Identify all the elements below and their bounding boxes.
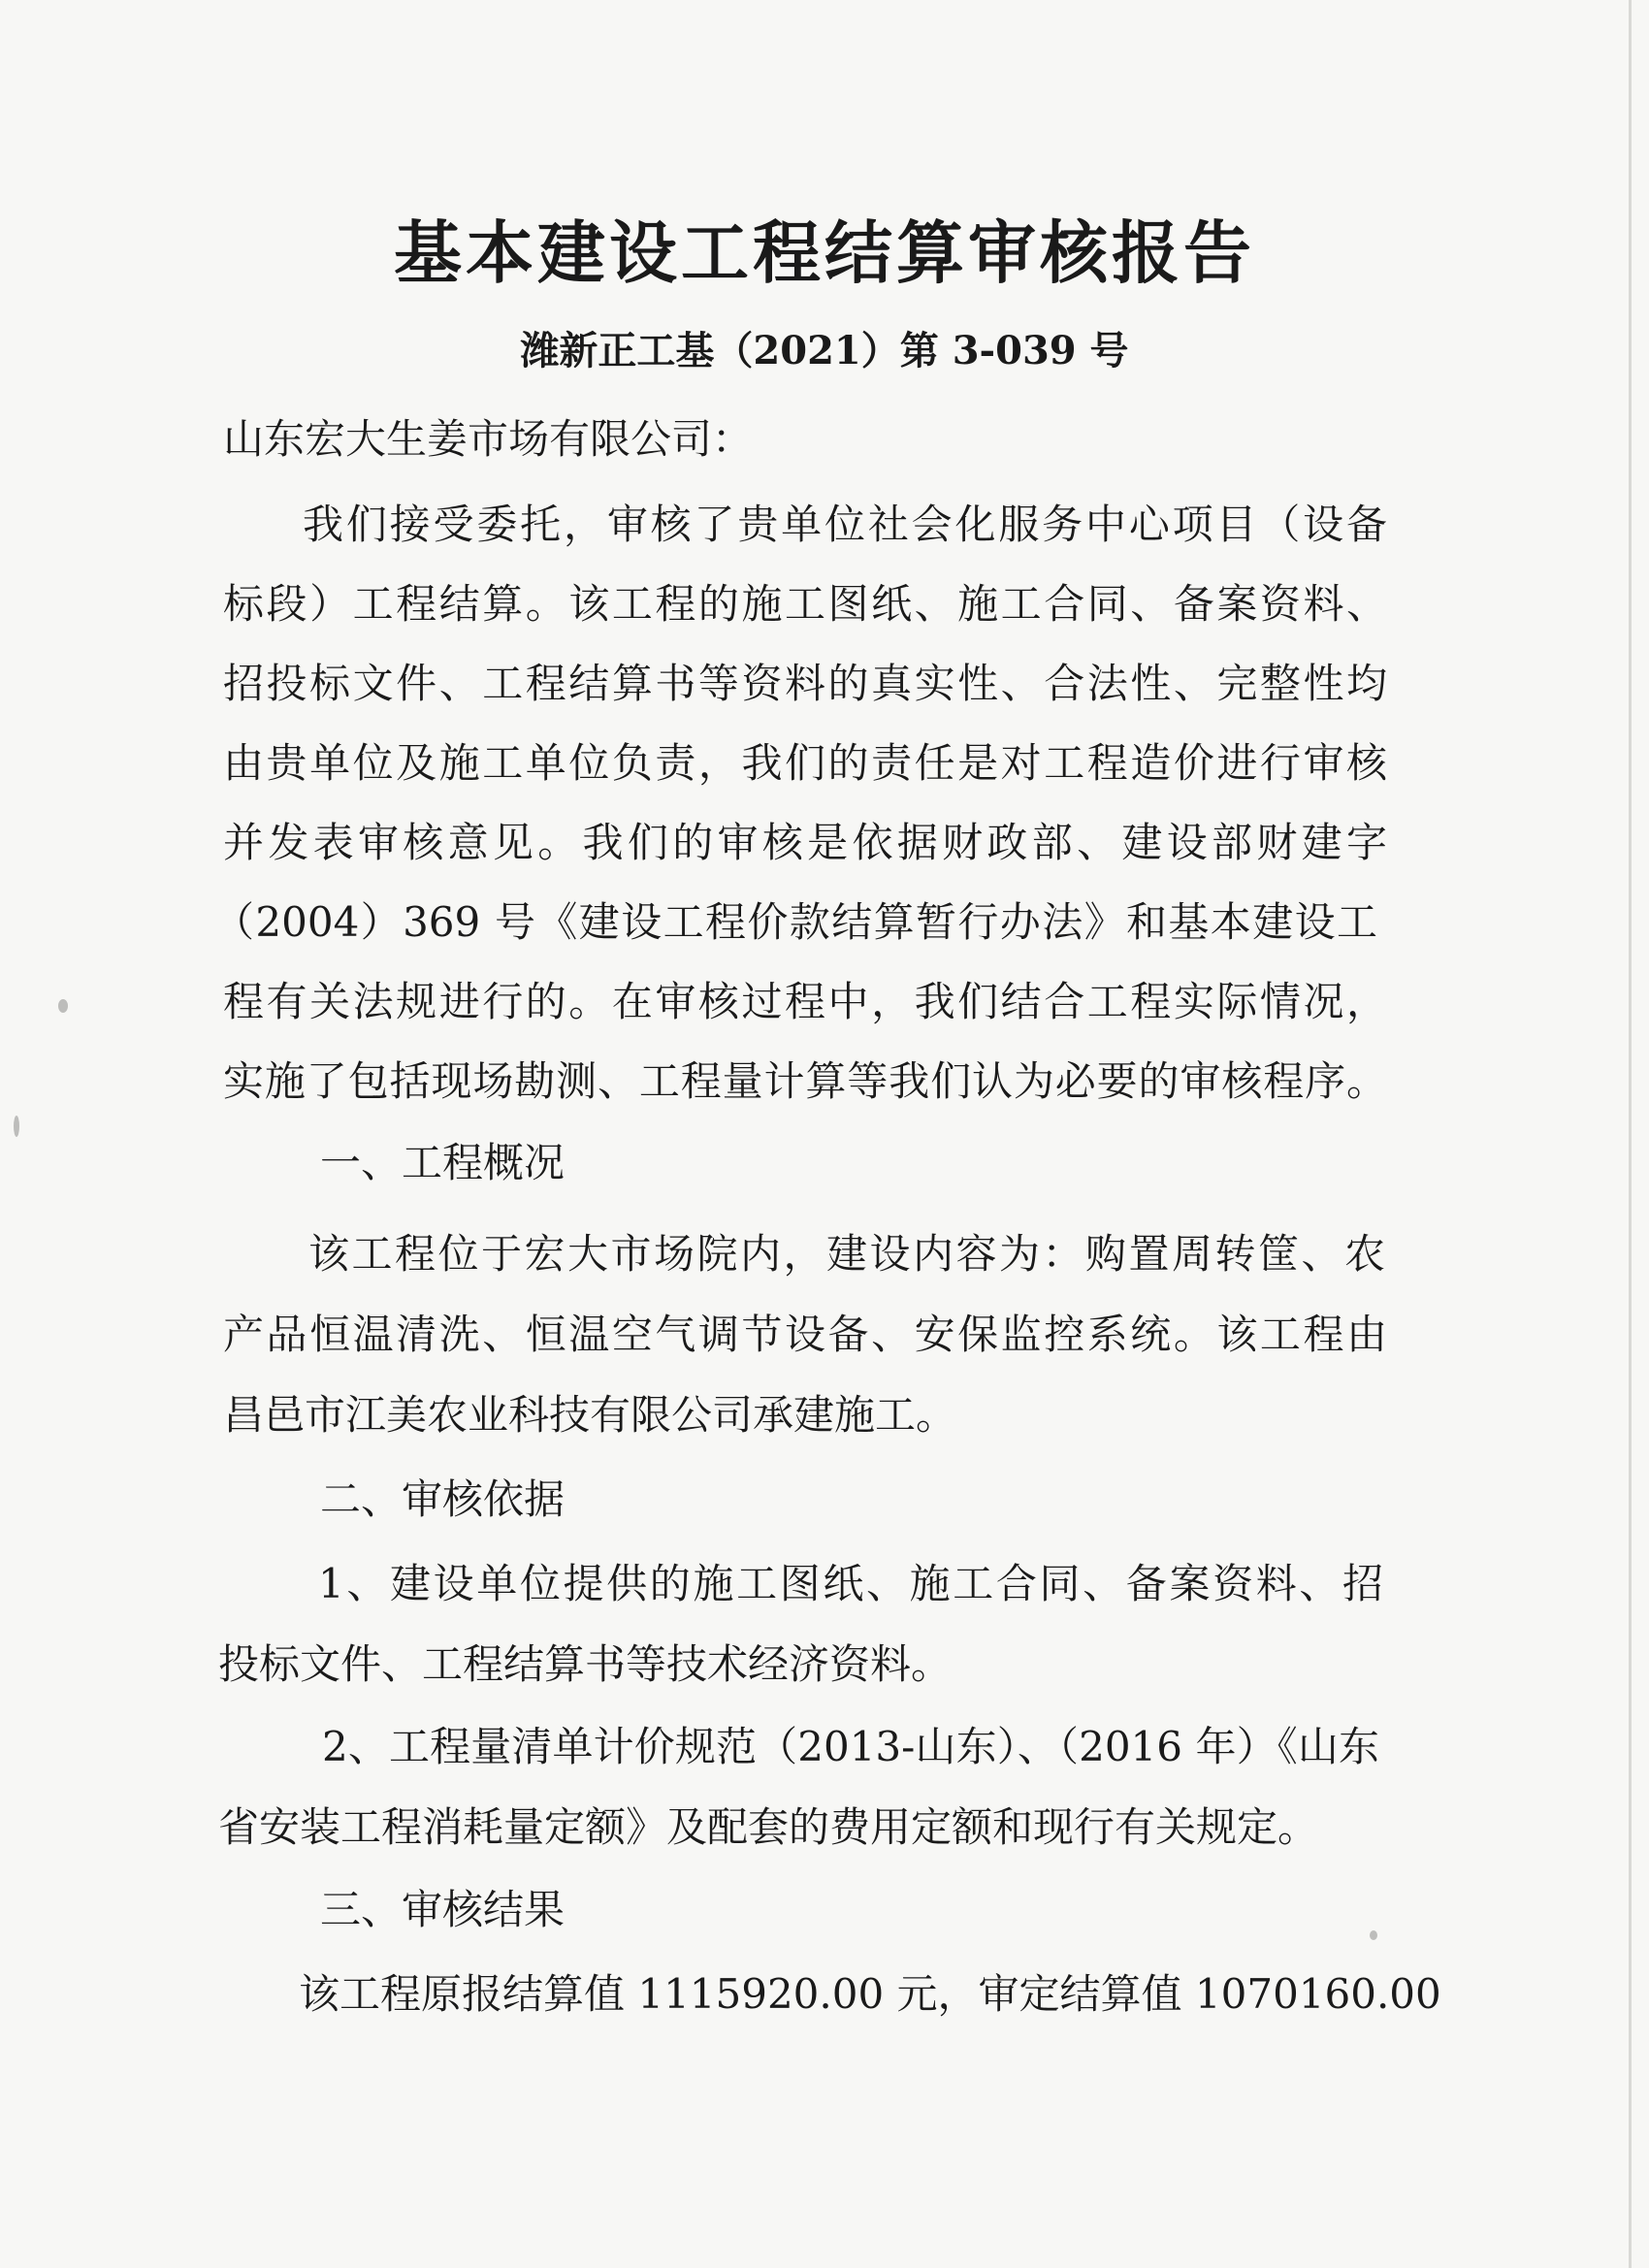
section-3-line-1: 该工程原报结算值 1115920.00 元，审定结算值 1070160.00 [299, 1970, 1441, 2018]
intro-line-4: 由贵单位及施工单位负责，我们的责任是对工程造价进行审核 [223, 739, 1387, 787]
section-1-line-2: 产品恒温清洗、恒温空气调节设备、安保监控系统。该工程由 [223, 1311, 1387, 1358]
scan-speck [1370, 1930, 1377, 1940]
intro-line-6: （2004）369 号《建设工程价款结算暂行办法》和基本建设工 [213, 898, 1377, 946]
intro-line-7: 程有关法规进行的。在审核过程中，我们结合工程实际情况， [223, 978, 1387, 1025]
section-2-item-1-line-1: 1、建设单位提供的施工图纸、施工合同、备案资料、招 [318, 1560, 1383, 1607]
section-2-item-2-line-1: 2、工程量清单计价规范（2013-山东）、（2016 年）《山东 [322, 1723, 1379, 1770]
intro-line-1: 我们接受委托，审核了贵单位社会化服务中心项目（设备 [303, 501, 1387, 548]
scan-speck [14, 1116, 19, 1137]
section-1-heading: 一、工程概况 [320, 1139, 566, 1186]
scan-speck [58, 999, 68, 1013]
section-2-item-1-line-2: 投标文件、工程结算书等技术经济资料。 [218, 1640, 953, 1688]
section-2-item-2-line-2: 省安装工程消耗量定额》及配套的费用定额和现行有关规定。 [218, 1803, 1319, 1851]
intro-line-2: 标段）工程结算。该工程的施工图纸、施工合同、备案资料、 [223, 580, 1387, 628]
addressee: 山东宏大生姜市场有限公司： [223, 415, 754, 463]
section-1-line-3: 昌邑市江美农业科技有限公司承建施工。 [223, 1391, 957, 1439]
intro-line-8: 实施了包括现场勘测、工程量计算等我们认为必要的审核程序。 [223, 1057, 1387, 1105]
intro-line-3: 招投标文件、工程结算书等资料的真实性、合法性、完整性均 [223, 660, 1387, 707]
intro-line-5: 并发表审核意见。我们的审核是依据财政部、建设部财建字 [223, 819, 1387, 866]
section-2-heading: 二、审核依据 [320, 1475, 566, 1523]
report-title: 基本建设工程结算审核报告 [394, 212, 1255, 293]
document-number: 潍新正工基（2021）第 3-039 号 [520, 328, 1129, 373]
section-3-heading: 三、审核结果 [320, 1886, 566, 1933]
section-1-line-1: 该工程位于宏大市场院内，建设内容为：购置周转筐、农 [308, 1230, 1385, 1278]
